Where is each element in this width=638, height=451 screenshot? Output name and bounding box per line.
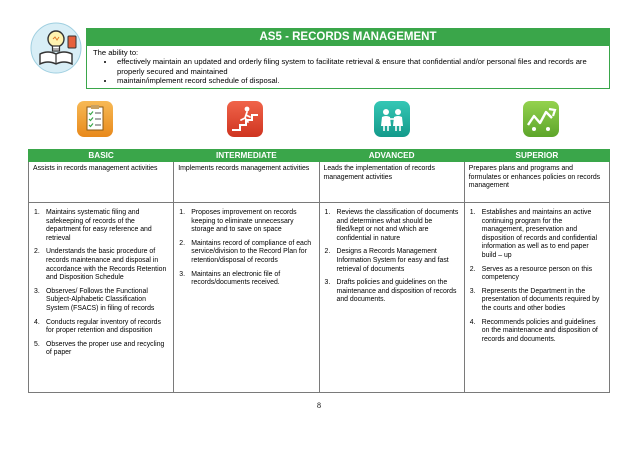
list-item: 5. Observes the proper use and recycling of paper <box>34 340 165 357</box>
team-people-icon <box>373 100 411 138</box>
competency-title: AS5 - RECORDS MANAGEMENT <box>87 29 609 46</box>
level-description: Implements records management activities <box>174 162 319 203</box>
lightbulb-book-icon <box>30 22 82 74</box>
list-item: 3. Represents the Department in the presentation of documents required by the courts and other bodies <box>469 287 600 312</box>
list-item: 2. Serves as a resource person on this competency <box>469 265 593 282</box>
indicator-list <box>33 209 169 358</box>
indicator-list <box>178 209 314 288</box>
intro-text: The ability to: <box>93 48 139 57</box>
list-item: 1. Reviews the classification of documents and determines what should be filed/kept or not and which are confidential in nature <box>324 209 459 242</box>
intermediate-indicators <box>174 203 319 393</box>
competency-header <box>86 28 610 89</box>
checklist-icon <box>76 100 114 138</box>
list-item: 2. Understands the basic procedure of records maintenance and disposal in accordance with the Records Retention and Disposition Schedule <box>34 248 167 282</box>
indicator-list <box>469 209 605 344</box>
superior-indicators <box>464 203 609 393</box>
list-item: 4. Conducts regular inventory of records for proper retention and disposition <box>34 318 161 335</box>
arrow-path-icon <box>522 100 560 138</box>
indicator-list <box>324 209 460 305</box>
climbing-stairs-icon <box>226 100 264 138</box>
column-header-basic: BASIC <box>29 150 174 162</box>
page-number: 8 <box>317 401 321 410</box>
competency-intro <box>87 46 609 86</box>
list-item: 2. Designs a Records Management Information System for easy and fast retrieval of documents <box>324 248 449 273</box>
column-header-intermediate: INTERMEDIATE <box>174 150 319 162</box>
competency-table <box>28 149 610 393</box>
level-description: Prepares plans and programs and formulates or enhances policies on records management <box>464 162 609 203</box>
advanced-indicators <box>319 203 464 393</box>
intro-bullet: • effectively maintain an updated and orderly filing system to facilitate retrieval & ensure that confidential and/or personal files and records are properly secured and maintained <box>115 57 603 76</box>
intro-bullet: • maintain/implement record schedule of disposal. <box>115 76 603 85</box>
level-description: Assists in records management activities <box>29 162 174 203</box>
list-item: 3. Maintains an electronic file of records/documents received. <box>179 270 281 287</box>
list-item: 1. Establishes and maintains an active continuing program for the management, preservation and disposition of records and confidential information as well as to end paper build – up <box>469 209 598 259</box>
list-item: 1. Maintains systematic filing and safekeeping of records of the department for easy reference and retrieval <box>34 209 152 242</box>
column-header-advanced: ADVANCED <box>319 150 464 162</box>
column-header-superior: SUPERIOR <box>464 150 609 162</box>
list-item: 1. Proposes improvement on records keeping to eliminate unnecessary storage and to save on space <box>179 209 297 234</box>
list-item: 4. Recommends policies and guidelines on the maintenance and disposition of records and documents. <box>469 318 598 343</box>
list-item: 3. Observes/ Follows the Functional Subject-Alphabetic Classification System (FSACS) in filing of records <box>34 287 155 312</box>
list-item: 2. Maintains record of compliance of each service/division to the Record Plan for retention/disposal of records <box>179 239 312 264</box>
level-description: Leads the implementation of records management activities <box>319 162 464 203</box>
basic-indicators <box>29 203 174 393</box>
intro-bullets <box>115 57 603 85</box>
list-item: 3. Drafts policies and guidelines on the maintenance and disposition of records and documents. <box>324 279 457 304</box>
